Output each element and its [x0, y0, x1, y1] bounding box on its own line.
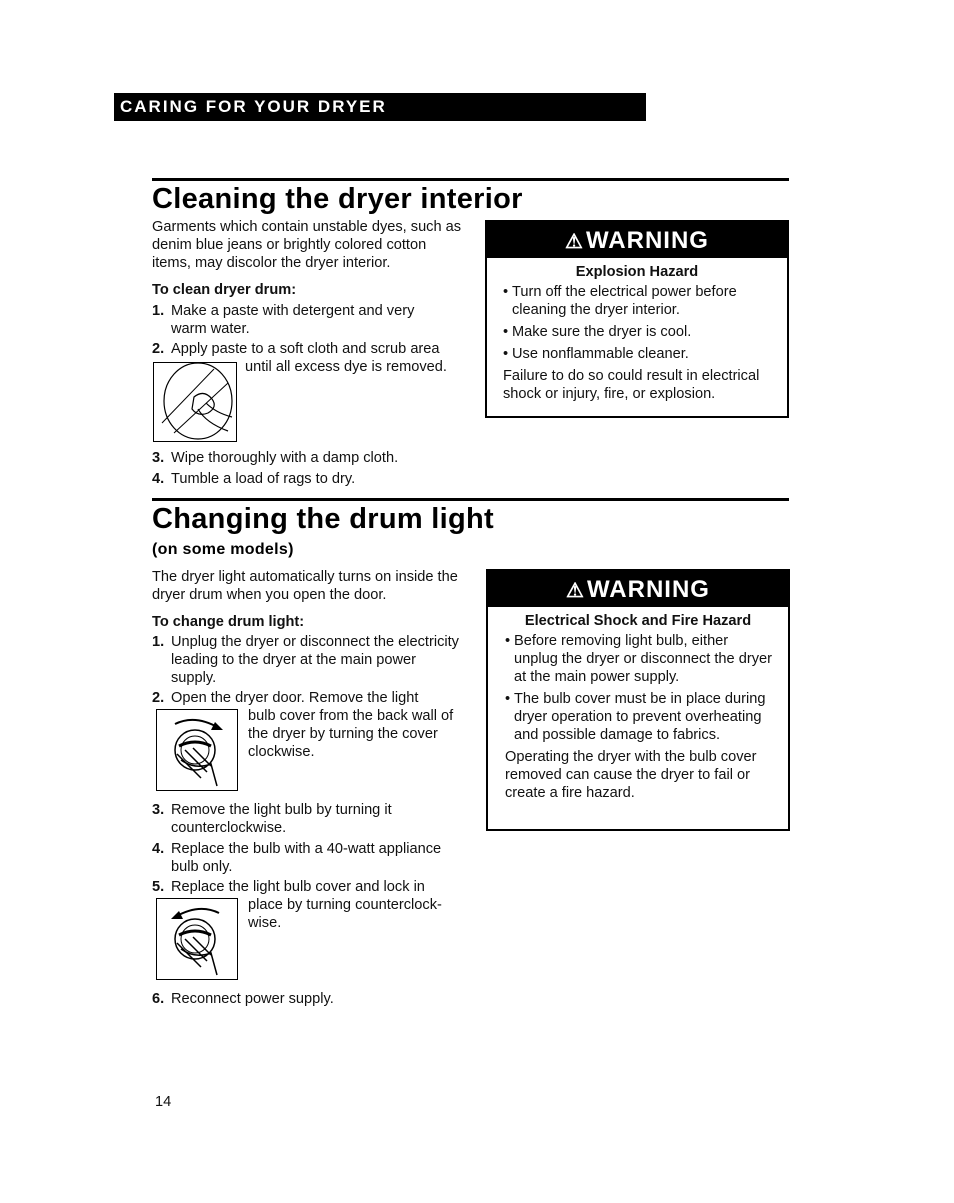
section-rule: [152, 498, 789, 501]
interior-step: 3. Wipe thoroughly with a damp cloth.: [152, 450, 399, 466]
rotate-clockwise-icon: [157, 710, 236, 789]
warning-bullet: • The bulb cover must be in place during dryer operation to prevent overheating and possible damage to fabrics.: [505, 691, 766, 743]
interior-step-continued: until all excess dye is removed.: [245, 359, 447, 375]
close-cover-illustration: [156, 898, 238, 980]
warning-header: ⚠WARNING: [487, 222, 787, 258]
drum-step-continued: place by turning counterclock-wise.: [248, 897, 442, 931]
drum-step: 6. Reconnect power supply.: [152, 991, 334, 1007]
drum-step: 1. Unplug the dryer or disconnect the electricity leading to the dryer at the main power supply.: [152, 634, 459, 686]
interior-step: 1. Make a paste with detergent and very warm water.: [152, 303, 415, 337]
interior-step: 2. Apply paste to a soft cloth and scrub area: [152, 341, 440, 357]
warning-bullet: • Before removing light bulb, either unplug the dryer or disconnect the dryer at the main power supply.: [505, 633, 772, 685]
interior-step: 4. Tumble a load of rags to dry.: [152, 471, 356, 487]
drum-intro: The dryer light automatically turns on inside the dryer drum when you open the door.: [152, 569, 458, 603]
warning-bullet: • Turn off the electrical power before cleaning the dryer interior.: [503, 284, 737, 318]
page-number: 14: [155, 1094, 172, 1110]
drum-step: 5. Replace the light bulb cover and lock in: [152, 879, 425, 895]
hazard-title: Electrical Shock and Fire Hazard: [524, 613, 752, 629]
hand-cloth-icon: [154, 363, 235, 440]
warning-bullet: • Use nonflammable cleaner.: [503, 346, 689, 362]
interior-intro: Garments which contain unstable dyes, such as denim blue jeans or brightly colored cotton items, may discolor the dryer interior.: [152, 219, 462, 271]
drum-step: 2. Open the dryer door. Remove the light: [152, 690, 419, 706]
scrub-illustration: [153, 362, 237, 442]
warning-note: Failure to do so could result in electrical shock or injury, fire, or explosion.: [503, 368, 760, 402]
warning-box-electrical: [486, 569, 790, 831]
warning-note: Operating the dryer with the bulb cover removed can cause the dryer to fail or create a fire hazard.: [505, 749, 757, 801]
drum-step: 4. Replace the bulb with a 40-watt appliance bulb only.: [152, 841, 442, 875]
warning-header: ⚠WARNING: [488, 571, 788, 607]
interior-subhead: To clean dryer drum:: [152, 282, 297, 298]
section-banner: CARING FOR YOUR DRYER: [114, 93, 646, 121]
drum-step-continued: bulb cover from the back wall of the dryer by turning the cover clockwise.: [248, 708, 454, 760]
section-subtitle: (on some models): [152, 541, 294, 558]
section-rule: [152, 178, 789, 181]
warning-box-explosion: [485, 220, 789, 418]
drum-step: 3. Remove the light bulb by turning it counterclockwise.: [152, 802, 392, 836]
rotate-counterclockwise-icon: [157, 899, 236, 978]
section-title-drum: Changing the drum light: [152, 503, 494, 535]
section-title-interior: Cleaning the dryer interior: [152, 183, 523, 215]
warning-triangle-icon: ⚠: [566, 580, 585, 602]
warning-triangle-icon: ⚠: [565, 231, 584, 253]
hazard-title: Explosion Hazard: [575, 264, 699, 280]
open-cover-illustration: [156, 709, 238, 791]
drum-subhead: To change drum light:: [152, 614, 305, 630]
warning-bullet: • Make sure the dryer is cool.: [503, 324, 692, 340]
